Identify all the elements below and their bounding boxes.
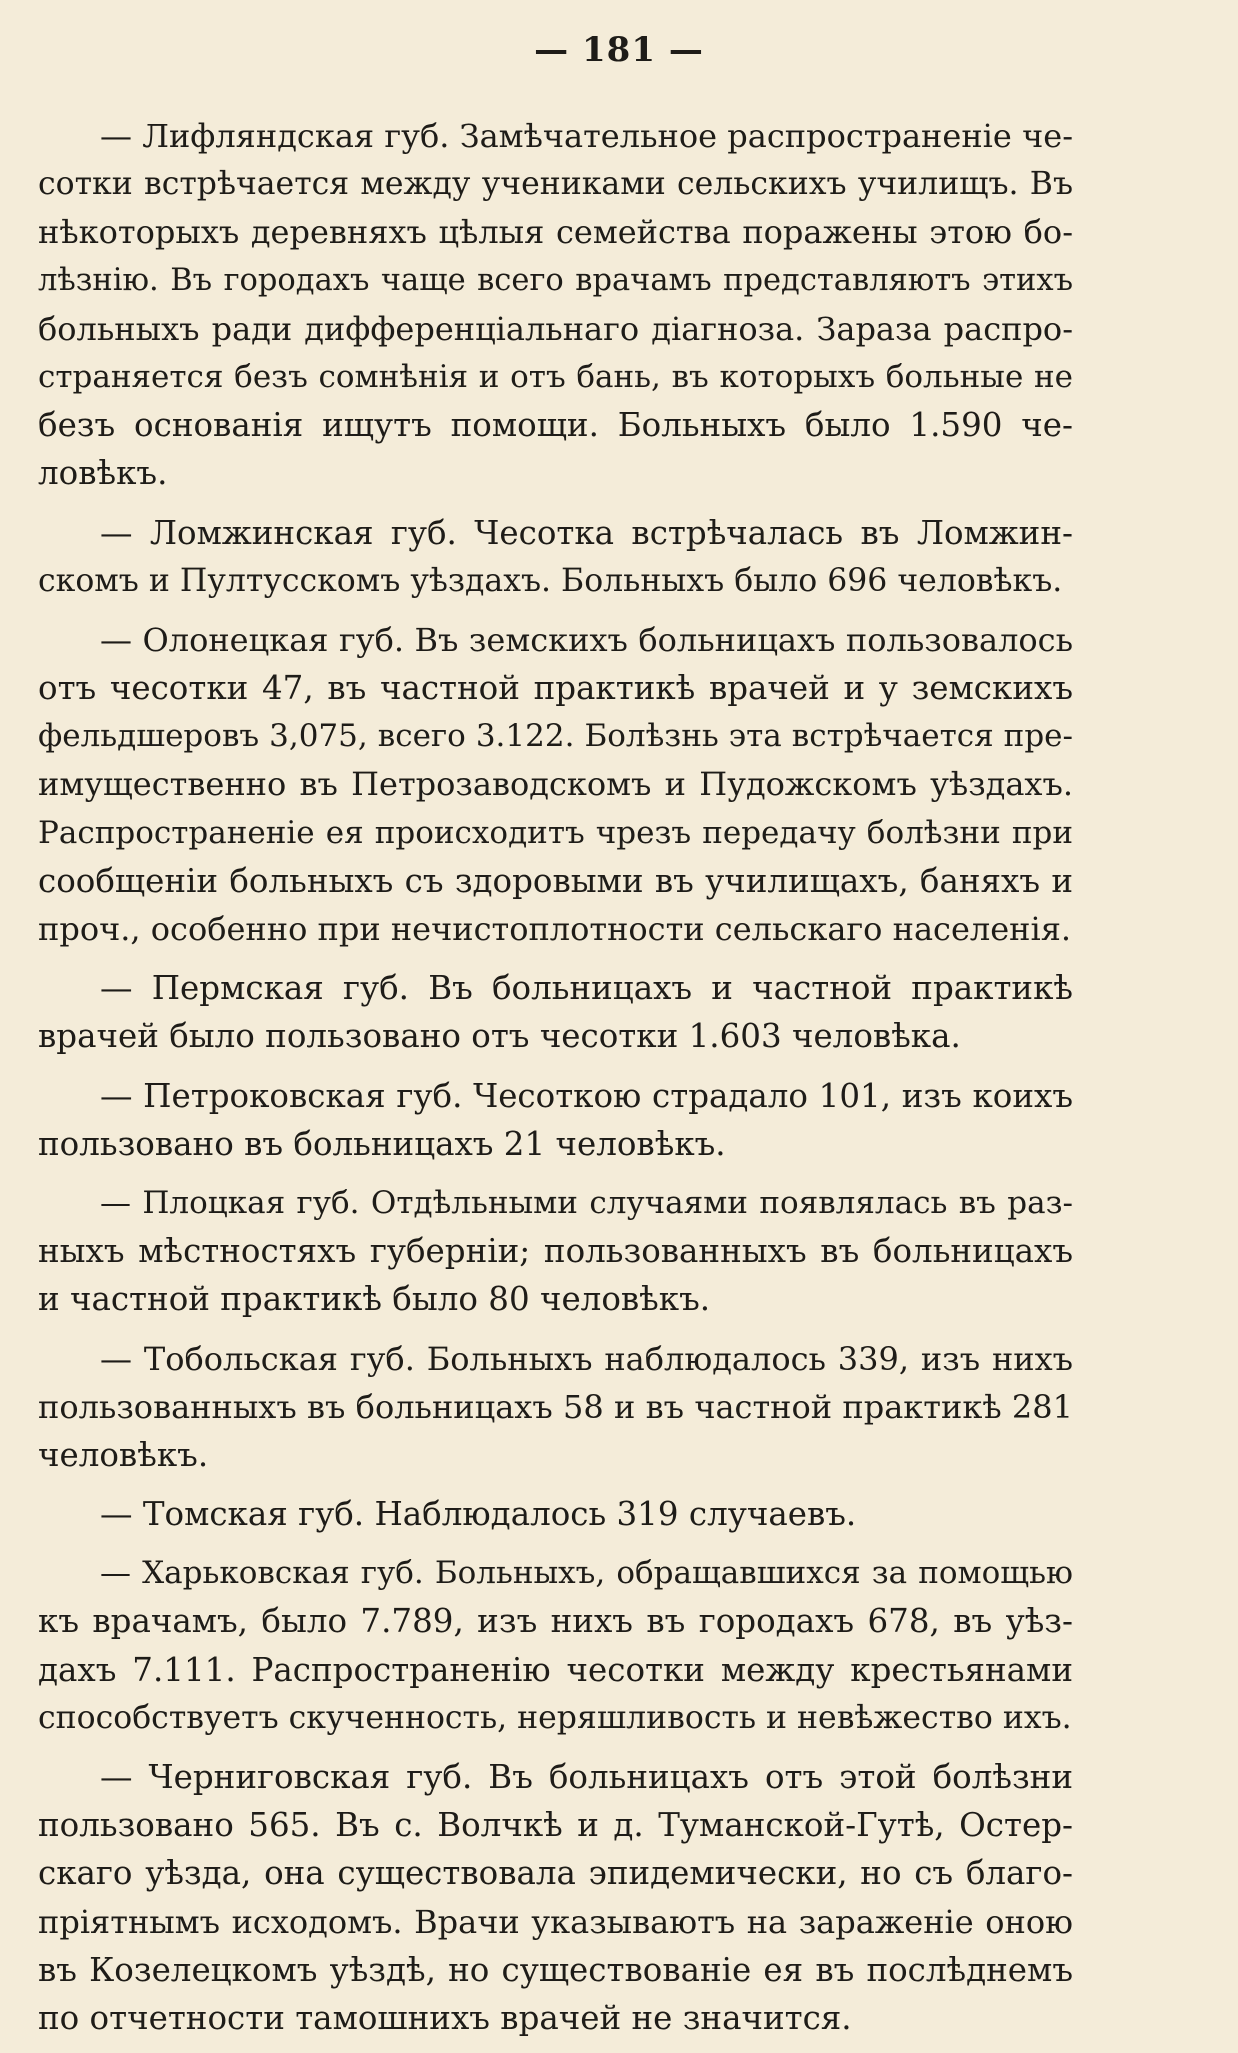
text-line: врачей было пользовано отъ чесотки 1.603 человѣка. [38,1017,961,1056]
text-line: способствуетъ скученность, неряшливость и невѣжество ихъ. [38,1699,1072,1736]
paragraph [38,1549,1073,1742]
paragraph [38,1490,1073,1538]
text-line: Распространеніе ея происходитъ чрезъ передачу болѣзни при [38,814,1073,851]
text-line: — Плоцкая губ. Отдѣльными случаями появлялась въ раз- [100,1184,1073,1221]
text-line: дахъ 7.111. Распространенію чесотки между крестьянами [38,1650,1073,1689]
text-line: — Лифляндская губ. Замѣчательное распространеніе че- [100,117,1073,155]
text-line: — Черниговская губ. Въ больницахъ отъ этой болѣзни [100,1758,1073,1796]
body-text [38,112,1073,2053]
text-line: лѣзнію. Въ городахъ чаще всего врачамъ представляютъ этихъ [38,262,1073,298]
text-line: пользовано въ больницахъ 21 человѣкъ. [38,1124,726,1163]
paragraph [38,1179,1073,1324]
text-line: пользовано 565. Въ с. Волчкѣ и д. Туманской-Гутѣ, Остер- [38,1806,1073,1845]
text-line: — Томская губ. Наблюдалось 319 случаевъ. [100,1495,857,1534]
text-line: пріятнымъ исходомъ. Врачи указываютъ на зараженіе оною [38,1902,1073,1941]
text-line: нѣкоторыхъ деревняхъ цѣлыя семейства поражены этою бо- [38,213,1073,252]
text-line: скомъ и Пултусскомъ уѣздахъ. Больныхъ было 696 человѣкъ. [38,562,1063,599]
paragraph [38,1335,1073,1480]
paragraph [38,509,1073,605]
text-line: проч., особенно при нечистоплотности сельскаго населенія. [38,910,1072,948]
paragraph [38,964,1073,1060]
text-line: ловѣкъ. [38,454,168,493]
text-line: имущественно въ Петрозаводскомъ и Пудожскомъ уѣздахъ. [38,765,1073,804]
text-line: — Харьковская губ. Больныхъ, обращавшихся за помощью [100,1555,1073,1592]
text-line: фельдшеровъ 3,075, всего 3.122. Болѣзнь эта встрѣчается пре- [38,718,1073,755]
page-number: — 181 — [534,30,704,70]
text-line: страняется безъ сомнѣнія и отъ бань, въ которыхъ больные не [38,358,1073,395]
text-line: по отчетности тамошнихъ врачей не значится. [38,1998,852,2037]
text-line: — Тобольская губ. Больныхъ наблюдалось 339, изъ нихъ [100,1339,1073,1378]
text-line: сообщеніи больныхъ съ здоровыми въ училищахъ, баняхъ и [38,861,1073,900]
text-line: въ Козелецкомъ уѣздѣ, но существованіе ея въ послѣднемъ [38,1950,1073,1989]
paragraph [38,1753,1073,2042]
text-line: отъ чесотки 47, въ частной практикѣ врачей и у земскихъ [38,669,1073,708]
paragraph [38,1072,1073,1168]
paragraph [38,616,1073,953]
text-line: больныхъ ради дифференціальнаго діагноза. Зараза распро- [38,309,1073,348]
text-line: безъ основанія ищутъ помощи. Больныхъ было 1.590 че- [38,406,1073,445]
text-line: ныхъ мѣстностяхъ губерніи; пользованныхъ въ больницахъ [38,1232,1073,1271]
text-line: — Олонецкая губ. Въ земскихъ больницахъ пользовалось [100,620,1073,659]
text-line: пользованныхъ въ больницахъ 58 и въ частной практикѣ 281 [38,1387,1073,1426]
text-line: скаго уѣзда, она существовала эпидемически, но съ благо- [38,1854,1073,1893]
text-line: — Пермская губ. Въ больницахъ и частной практикѣ [100,969,1073,1008]
paragraph [38,112,1073,498]
text-line: — Петроковская губ. Чесоткою страдало 101, изъ коихъ [100,1076,1073,1115]
text-line: — Ломжинская губ. Чесотка встрѣчалась въ Ломжин- [100,513,1073,552]
text-line: сотки встрѣчается между учениками сельскихъ училищъ. Въ [38,166,1073,203]
text-line: человѣкъ. [38,1435,209,1474]
text-line: къ врачамъ, было 7.789, изъ нихъ въ городахъ 678, въ уѣз- [38,1602,1073,1641]
text-line: и частной практикѣ было 80 человѣкъ. [38,1280,711,1319]
